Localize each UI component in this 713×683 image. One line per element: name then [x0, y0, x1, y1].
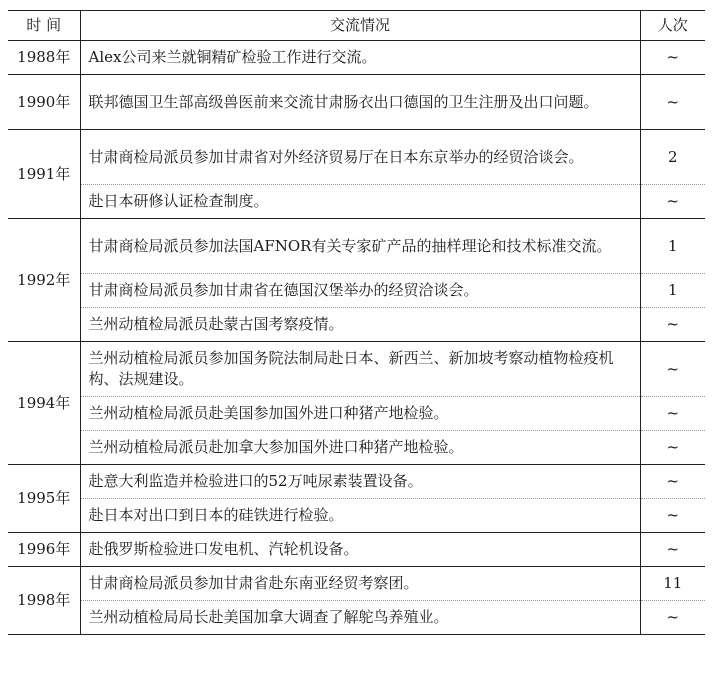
count-cell: 2: [640, 130, 705, 185]
count-cell: ~: [640, 397, 705, 431]
description-cell: 赴意大利监造并检验进口的52万吨尿素装置设备。: [80, 465, 640, 499]
count-cell: ~: [640, 342, 705, 397]
header-content: 交流情况: [80, 11, 640, 41]
table-row: [8, 601, 705, 635]
count-cell: ~: [640, 499, 705, 533]
year-cell: 1990年: [8, 75, 80, 130]
year-cell: 1992年: [8, 219, 80, 342]
description-cell: 甘肃商检局派员参加甘肃省赴东南亚经贸考察团。: [80, 567, 640, 601]
table-row: [8, 41, 705, 75]
table-row: [8, 219, 705, 274]
table-row: [8, 185, 705, 219]
table-row: [8, 342, 705, 397]
count-cell: ~: [640, 533, 705, 567]
table-row: [8, 397, 705, 431]
header-row: [8, 11, 705, 41]
table-row: [8, 130, 705, 185]
count-cell: ~: [640, 41, 705, 75]
description-cell: 甘肃商检局派员参加甘肃省在德国汉堡举办的经贸洽谈会。: [80, 274, 640, 308]
count-cell: 11: [640, 567, 705, 601]
description-cell: 甘肃商检局派员参加甘肃省对外经济贸易厅在日本东京举办的经贸洽谈会。: [80, 130, 640, 185]
description-cell: 联邦德国卫生部高级兽医前来交流甘肃肠衣出口德国的卫生注册及出口问题。: [80, 75, 640, 130]
table-row: [8, 465, 705, 499]
table-row: [8, 308, 705, 342]
year-cell: 1998年: [8, 567, 80, 635]
count-cell: ~: [640, 75, 705, 130]
count-cell: ~: [640, 308, 705, 342]
table-row: [8, 75, 705, 130]
header-time: 时 间: [8, 11, 80, 41]
count-cell: ~: [640, 465, 705, 499]
description-cell: 兰州动植检局派员参加国务院法制局赴日本、新西兰、新加坡考察动植物检疫机构、法规建设。: [80, 342, 640, 397]
description-cell: 赴俄罗斯检验进口发电机、汽轮机设备。: [80, 533, 640, 567]
description-cell: 兰州动植检局局长赴美国加拿大调查了解鸵鸟养殖业。: [80, 601, 640, 635]
count-cell: ~: [640, 601, 705, 635]
year-cell: 1994年: [8, 342, 80, 465]
description-cell: 兰州动植检局派员赴蒙古国考察疫情。: [80, 308, 640, 342]
count-cell: ~: [640, 431, 705, 465]
table-row: [8, 499, 705, 533]
description-cell: 赴日本研修认证检查制度。: [80, 185, 640, 219]
description-cell: Alex公司来兰就铜精矿检验工作进行交流。: [80, 41, 640, 75]
count-cell: 1: [640, 274, 705, 308]
count-cell: ~: [640, 185, 705, 219]
table-row: [8, 431, 705, 465]
description-cell: 兰州动植检局派员赴美国参加国外进口种猪产地检验。: [80, 397, 640, 431]
table-row: [8, 567, 705, 601]
description-cell: 兰州动植检局派员赴加拿大参加国外进口种猪产地检验。: [80, 431, 640, 465]
year-cell: 1996年: [8, 533, 80, 567]
year-cell: 1988年: [8, 41, 80, 75]
description-cell: 赴日本对出口到日本的硅铁进行检验。: [80, 499, 640, 533]
count-cell: 1: [640, 219, 705, 274]
table-row: [8, 533, 705, 567]
exchange-table: [8, 10, 705, 635]
year-cell: 1995年: [8, 465, 80, 533]
year-cell: 1991年: [8, 130, 80, 219]
description-cell: 甘肃商检局派员参加法国AFNOR有关专家矿产品的抽样理论和技术标准交流。: [80, 219, 640, 274]
header-count: 人次: [640, 11, 705, 41]
table-row: [8, 274, 705, 308]
